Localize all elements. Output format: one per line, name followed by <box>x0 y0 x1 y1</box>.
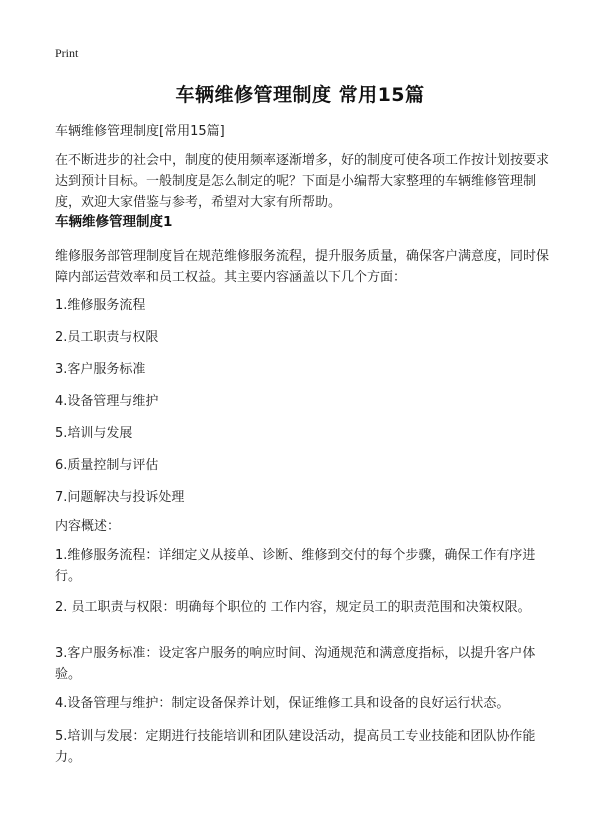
overview-item: 5.培训与发展：定期进行技能培训和团队建设活动，提高员工专业技能和团队协作能力。 <box>55 729 536 765</box>
overview-item: 4.设备管理与维护：制定设备保养计划，保证维修工具和设备的良好运行状态。 <box>55 696 510 711</box>
list-item: 6.质量控制与评估 <box>55 458 159 473</box>
print-label: Print <box>55 46 79 60</box>
list-item: 5.培训与发展 <box>55 426 133 441</box>
list-item: 3.客户服务标准 <box>55 362 146 377</box>
intro-paragraph: 在不断进步的社会中，制度的使用频率逐渐增多，好的制度可使各项工作按计划按要求达到预计目标。一般制度是怎么制定的呢？下面是小编帮大家整理的车辆维修管理制度，欢迎大家借鉴与参考，希望对大家有所帮助。 <box>55 153 550 210</box>
list-item: 1.维修服务流程 <box>55 298 146 313</box>
page-title: 车辆维修管理制度 常用15篇 <box>175 84 425 106</box>
overview-label: 内容概述： <box>55 519 121 534</box>
overview-item: 3.客户服务标准：设定客户服务的响应时间、沟通规范和满意度指标，以提升客户体验。 <box>55 646 536 682</box>
list-item: 2.员工职责与权限 <box>55 330 159 345</box>
list-item: 4.设备管理与维护 <box>55 394 159 409</box>
overview-item: 2. 员工职责与权限：明确每个职位的 工作内容，规定员工的职责范围和决策权限。 <box>55 600 531 615</box>
document-subtitle: 车辆维修管理制度[常用15篇] <box>55 124 225 139</box>
section-heading: 车辆维修管理制度1 <box>55 214 173 230</box>
overview-item: 1.维修服务流程：详细定义从接单、诊断、维修到交付的每个步骤，确保工作有序进行。 <box>55 548 536 584</box>
section-paragraph: 维修服务部管理制度旨在规范维修服务流程，提升服务质量，确保客户满意度，同时保障内部运营效率和员工权益。其主要内容涵盖以下几个方面： <box>55 249 550 285</box>
list-item: 7.问题解决与投诉处理 <box>55 490 185 505</box>
